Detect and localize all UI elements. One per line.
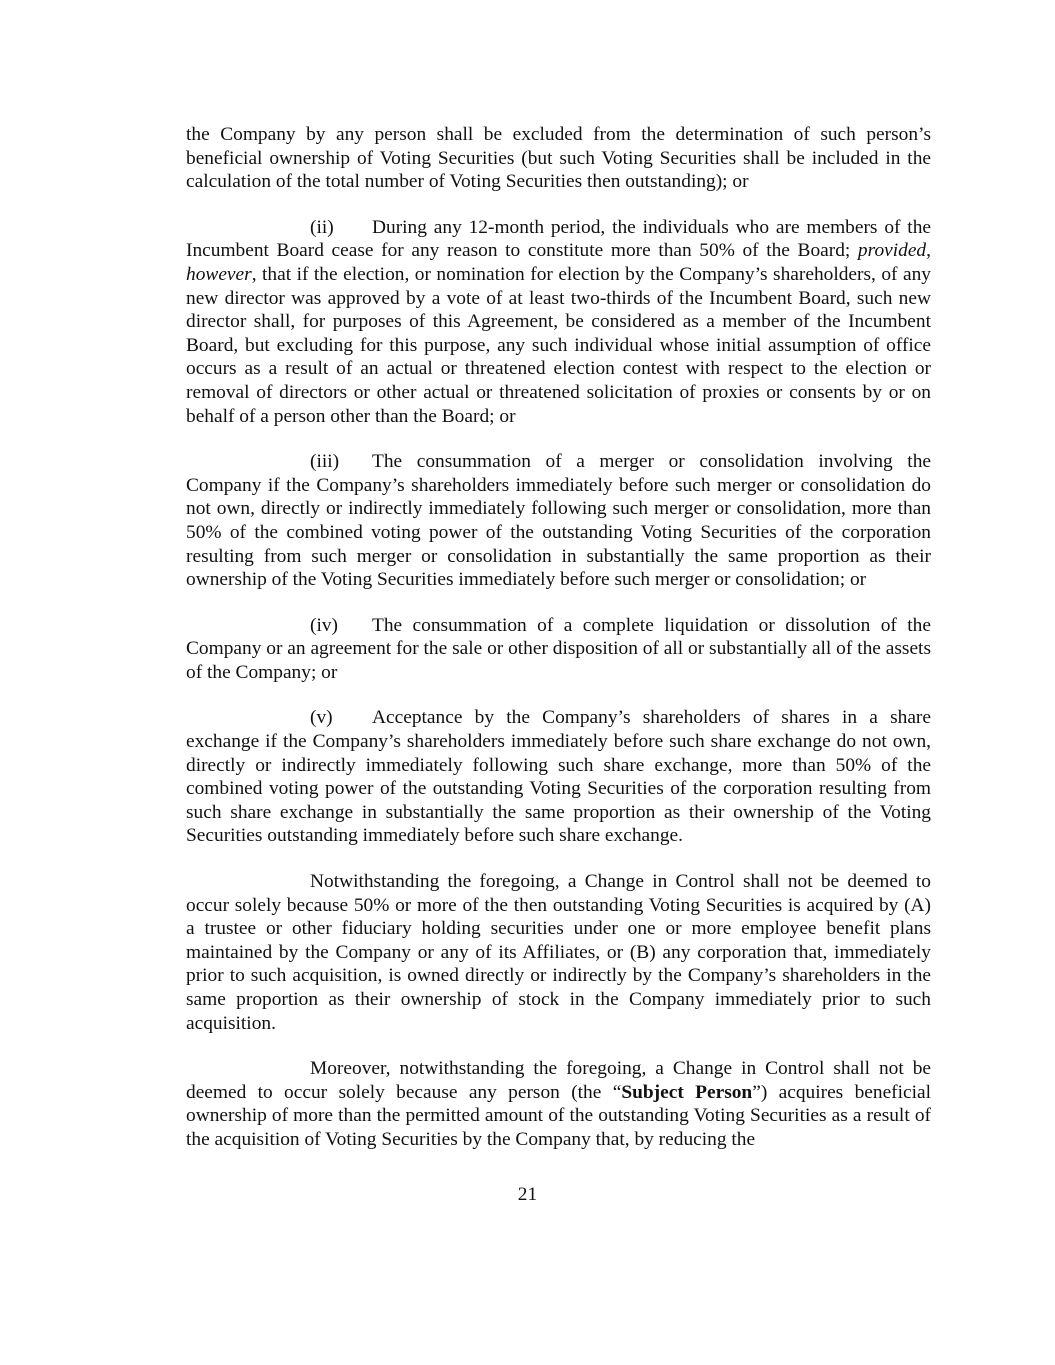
clause-text: The consummation of a complete liquidation or dissolution of the Company or an agreement for the sale or other disposition of all or substantially all of the assets of the Company; or — [186, 614, 931, 683]
clause-text: Acceptance by the Company’s shareholders of shares in a share exchange if the Company’s shareholders immediately before such share exchange do not own, directly or indirectly immediately following such share exchange, more than 50% of the combined voting power of the outstanding Voting Securities of the corporation resulting from such share exchange in substantially the same proportion as their ownership of the Voting Securities outstanding immediately before such share exchange. — [186, 707, 931, 847]
italic-term: however — [186, 263, 252, 285]
clause-text: The consummation of a merger or consolidation involving the Company if the Company’s shareholders immediately before such merger or consolidation do not own, directly or indirectly immediately following such merger or consolidation, more than 50% of the combined voting power of the outstanding Voting Securities of the corporation resulting from such merger or consolidation in substantially the same proportion as their ownership of the Voting Securities immediately before such merger or consolidation; or — [186, 451, 931, 591]
continuation-paragraph: the Company by any person shall be excluded from the determination of such person’s beneficial ownership of Voting Securities (but such Voting Securities shall be included in the calculation of the total number of Voting Securities then outstanding); or — [186, 124, 931, 193]
clause-iv — [186, 614, 931, 685]
paragraph-text: Moreover, notwithstanding the foregoing, a Change in Control shall not be deemed to occur solely because any person (the “ — [186, 1058, 931, 1103]
italic-term: provided — [857, 240, 927, 262]
notwithstanding-paragraph: Notwithstanding the foregoing, a Change in Control shall not be deemed to occur solely because 50% or more of the then outstanding Voting Securities is acquired by (A) a trustee or other fiduciary holding securities under one or more employee benefit plans maintained by the Company or any of its Affiliates, or (B) any corporation that, immediately prior to such acquisition, is owned directly or indirectly by the Company’s shareholders in the same proportion as their ownership of stock in the Company immediately prior to such acquisition. — [186, 871, 931, 1034]
page-number: 21 — [517, 1184, 538, 1205]
clause-number: (v) — [310, 707, 333, 729]
clause-v — [186, 706, 931, 848]
document-body — [186, 123, 931, 1174]
clause-text: During any 12-month period, the individuals who are members of the Incumbent Board cease for any reason to constitute more than 50% of the Board; — [186, 216, 931, 262]
clause-number: (ii) — [310, 216, 334, 238]
clause-text: , that if the election, or nomination for election by the Company’s shareholders, of any new director was approved by a vote of at least two-thirds of the Incumbent Board, such new director shall, for purposes of this Agreement, be considered as a member of the Incumbent Board, but excluding for this purpose, any such individual whose initial assumption of office occurs as a result of an actual or threatened election contest with respect to the election or removal of directors or other actual or threatened solicitation of proxies or consents by or on behalf of a person other than the Board; or — [186, 263, 931, 427]
paragraph-text: ”) acquires beneficial ownership of more than the permitted amount of the outstanding Voting Securities as a result of the acquisition of Voting Securities by the Company that, by reducing the — [186, 1081, 932, 1150]
moreover-paragraph — [186, 1057, 931, 1151]
clause-iii — [186, 450, 931, 592]
defined-term: Subject Person — [621, 1081, 753, 1103]
clause-text: , — [926, 240, 931, 262]
clause-ii — [186, 216, 931, 428]
clause-number: (iii) — [310, 451, 340, 473]
clause-number: (iv) — [310, 614, 338, 636]
